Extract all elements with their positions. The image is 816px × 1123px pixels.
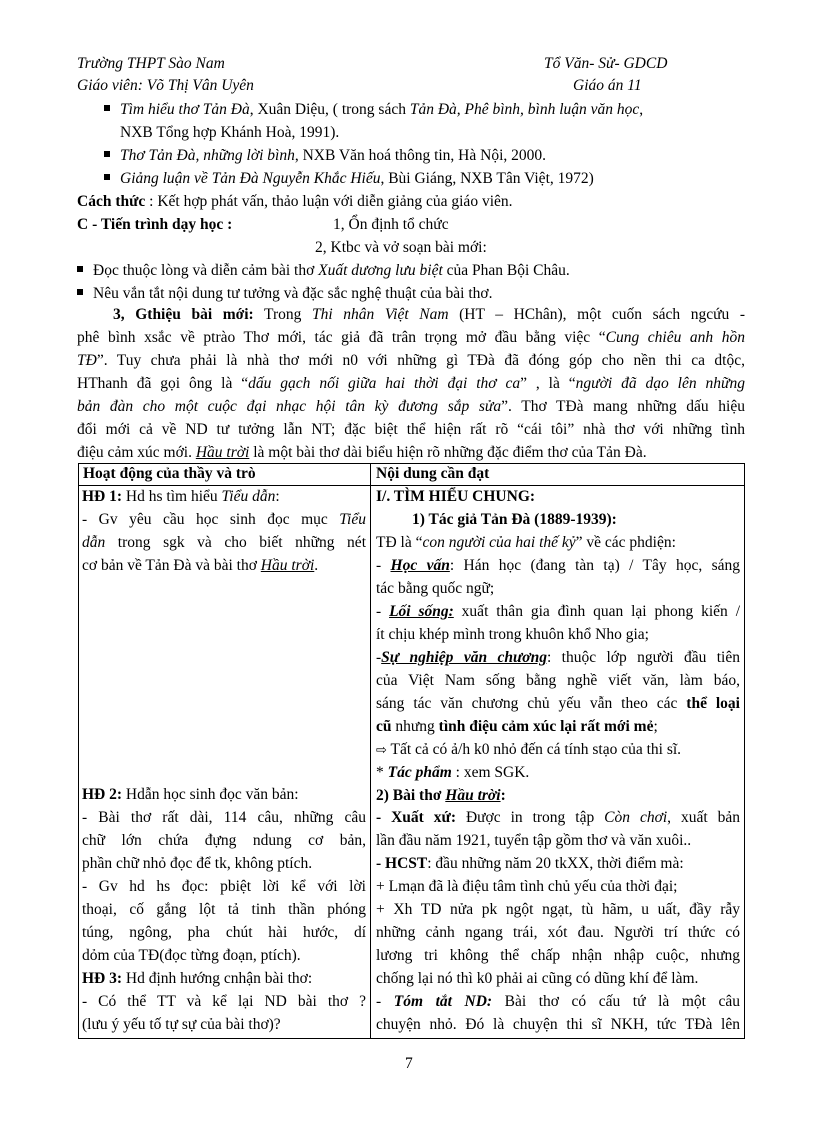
square-bullet-icon <box>104 151 110 157</box>
lesson-plan-label: Giáo án 11 <box>573 77 642 94</box>
school-name: Trường THPT Sào Nam <box>77 55 225 72</box>
square-bullet-icon <box>104 174 110 180</box>
square-bullet-icon <box>77 289 83 295</box>
table-header-activities: Hoạt động của thầy và trò <box>83 465 256 482</box>
department-name: Tổ Văn- Sử- GDCD <box>544 55 668 72</box>
process-step-2: 2, Ktbc và vở soạn bài mới: <box>315 239 487 256</box>
intro-paragraph: 3, Gthiệu bài mới: Trong Thi nhân Việt Nam (HT – HChân), một cuốn sách ngcứu - phê bình xsắc về ptrào Thơ mới, tác giả đã trân trọng mở đầu bằng việc “Cung chiêu anh hồn TĐ”. Tuy chưa phải là nhà thơ mới n0 với những gì TĐà đã đóng góp cho nền thi ca dtộc, HThanh đã gọi ông là “dấu gạch nối giữa hai thời đại thơ ca” , là “người đã dạo lên những bản đàn cho một cuộc đại nhạc hội tân kỳ đương sắp sửa”. Thơ TĐà mang những dấu hiệu đổi mới cả về ND tư tưởng lẫn NT; đặc biệt thể hiện rất rõ “cái tôi” nhà thơ với những tình điệu cảm xúc mới. Hầu trời là một bài thơ dài biểu hiện rõ những đặc điểm thơ của Tản Đà. <box>77 306 746 461</box>
process-label: C - Tiến trình dạy học : <box>77 216 233 233</box>
method-line: Cách thức : Kết hợp phát vấn, thảo luận với diễn giảng của giáo viên. <box>77 193 513 210</box>
process-step-1: 1, Ổn định tổ chức <box>333 216 449 233</box>
reference-item-cont: NXB Tổng hợp Khánh Hoà, 1991). <box>120 124 340 141</box>
right-arrow-icon: ⇨ <box>376 743 387 758</box>
reference-item: Tìm hiểu thơ Tản Đà, Xuân Diệu, ( trong sách Tản Đà, Phê bình, bình luận văn học, <box>104 101 643 119</box>
reference-item: Thơ Tản Đà, những lời bình, NXB Văn hoá thông tin, Hà Nội, 2000. <box>104 147 546 165</box>
page-number: 7 <box>405 1055 413 1072</box>
square-bullet-icon <box>104 105 110 111</box>
teacher-name: Giáo viên: Võ Thị Vân Uyên <box>77 77 254 94</box>
review-question: Đọc thuộc lòng và diễn cảm bài thơ Xuất dương lưu biệt của Phan Bội Châu. <box>77 262 570 280</box>
square-bullet-icon <box>77 266 83 272</box>
review-question: Nêu vắn tắt nội dung tư tưởng và đặc sắc nghệ thuật của bài thơ. <box>77 285 493 303</box>
table-header-content: Nội dung cần đạt <box>376 465 490 482</box>
reference-item: Giảng luận về Tản Đà Nguyễn Khắc Hiếu, Bùi Giáng, NXB Tân Việt, 1972) <box>104 170 594 188</box>
